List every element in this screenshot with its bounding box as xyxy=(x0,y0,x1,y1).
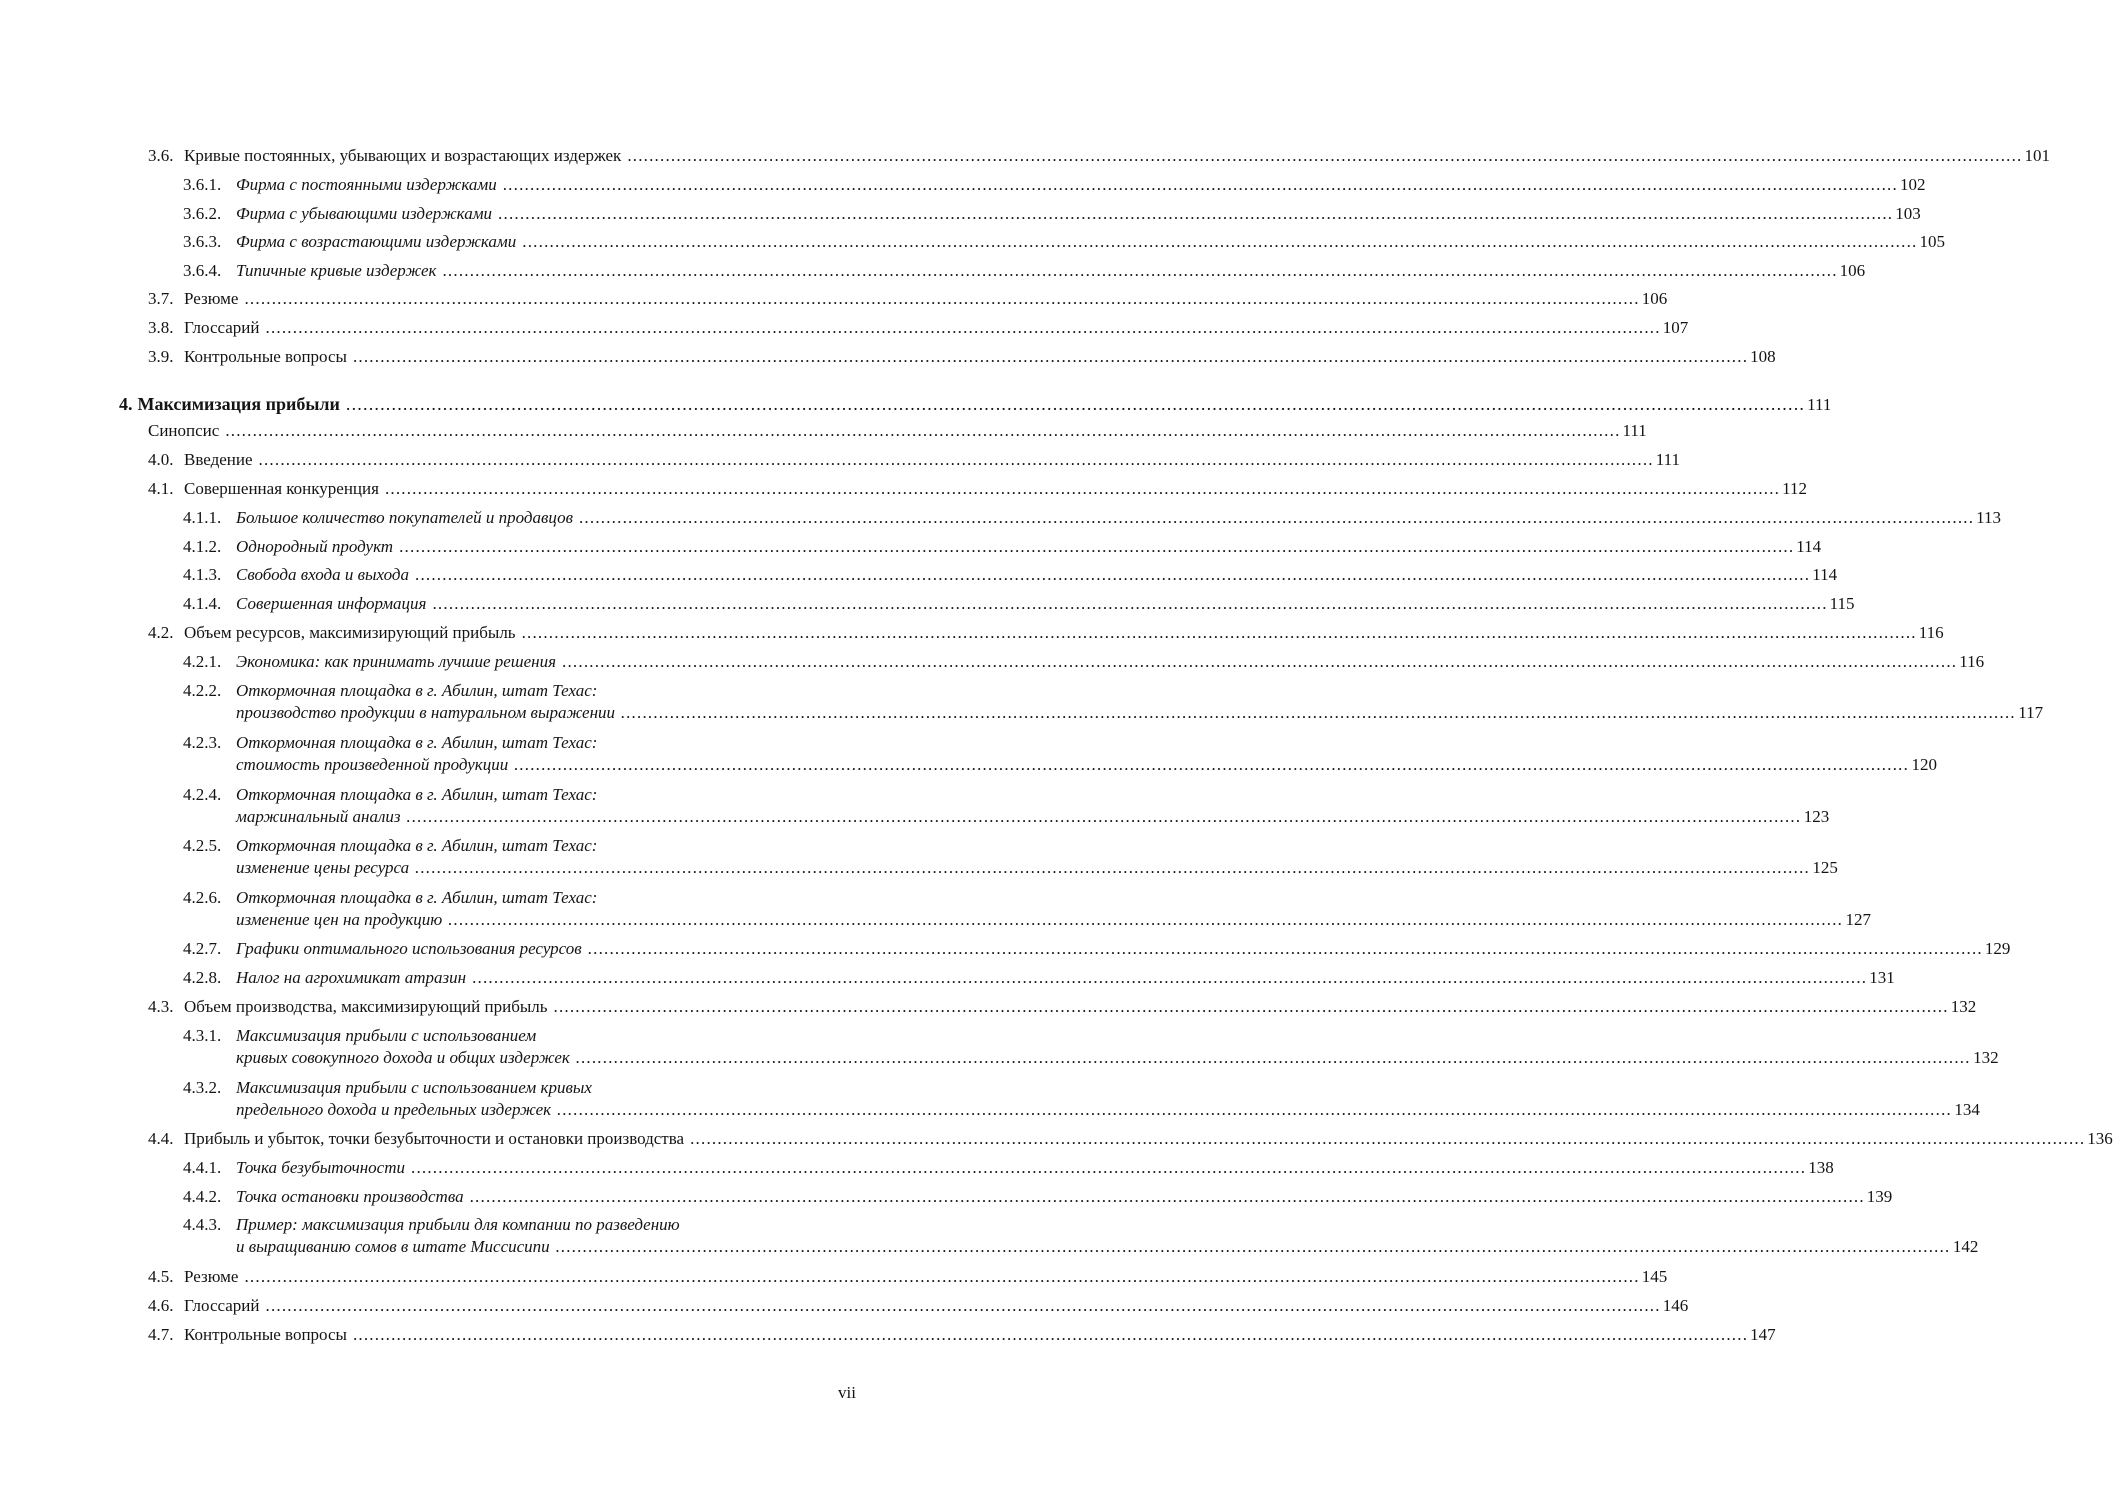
entry-page: 117 xyxy=(2018,703,2044,722)
entry-title: Объем производства, максимизирующий прибыль xyxy=(184,997,548,1016)
entry-page: 138 xyxy=(1808,1158,1834,1177)
toc-entry-3-6-1[interactable] xyxy=(183,174,1926,196)
entry-title: Кривые постоянных, убывающих и возрастающих издержек xyxy=(184,146,622,165)
toc-entry-4-6[interactable]: 4.6. Глоссарий ..... 146 xyxy=(148,1295,856,1317)
entry-page: 139 xyxy=(1866,1187,1893,1206)
entry-title-line2: и выращиванию сомов в штате Миссисипи xyxy=(236,1237,550,1256)
chapter-title: Максимизация прибыли xyxy=(137,394,340,414)
dot-leader xyxy=(588,938,1983,960)
entry-number: 4.4.3. xyxy=(183,1215,222,1234)
entry-page: 105 xyxy=(1919,232,1945,251)
entry-number: 4.1.4. xyxy=(183,594,222,613)
entry-page: 101 xyxy=(2024,146,2051,165)
entry-number: 3.6.2. xyxy=(183,204,222,223)
dot-leader xyxy=(225,420,1620,442)
entry-title: Совершенная информация xyxy=(236,594,427,613)
entry-page: 114 xyxy=(1796,537,1822,556)
page-number: vii xyxy=(838,1383,856,1402)
entry-title: Свобода входа и выхода xyxy=(236,565,409,584)
entry-title: Прибыль и убыток, точки безубыточности и остановки производства xyxy=(184,1129,685,1148)
dot-leader xyxy=(266,317,1661,339)
dot-leader xyxy=(353,1324,1748,1346)
entry-number: 4.1.2. xyxy=(183,537,222,556)
entry-number: 3.6.1. xyxy=(183,175,222,194)
entry-title: Экономика: как принимать лучшие решения xyxy=(236,652,557,671)
entry-number: 3.6.4. xyxy=(183,261,222,280)
entry-page: 127 xyxy=(1845,910,1871,929)
toc-entry-4-2-8[interactable] xyxy=(183,967,1895,989)
entry-page: 147 xyxy=(1750,1325,1776,1344)
entry-title-line1: Пример: максимизация прибыли для компании по разведению xyxy=(236,1215,680,1234)
dot-leader xyxy=(498,203,1893,225)
entry-title-line2: предельного дохода и предельных издержек xyxy=(236,1100,552,1119)
toc-entry-synopsis[interactable] xyxy=(148,420,1647,442)
toc-entry-4-2-3[interactable] xyxy=(183,732,1937,776)
toc-entry-4-2-6[interactable] xyxy=(183,887,1871,931)
entry-number: 4.2.2. xyxy=(183,681,222,700)
toc-entry-3-6[interactable]: 3.6. Кривые постоянных, убывающих и возрастающих издержек ..... 101 xyxy=(148,145,856,167)
dot-leader xyxy=(562,651,1957,673)
toc-entry-3-6-3[interactable] xyxy=(183,231,1945,253)
dot-leader xyxy=(514,754,1909,776)
dot-leader xyxy=(385,478,1780,500)
dot-leader xyxy=(470,1186,1865,1208)
entry-title-line1: Откормочная площадка в г. Абилин, штат Техас: xyxy=(236,785,598,804)
entry-page: 107 xyxy=(1662,318,1689,337)
dot-leader xyxy=(472,967,1867,989)
entry-title: Точка безубыточности xyxy=(236,1158,405,1177)
entry-title: Совершенная конкуренция xyxy=(184,479,379,498)
entry-page: 115 xyxy=(1829,594,1855,613)
entry-title-line1: Максимизация прибыли с использованием xyxy=(236,1026,537,1045)
entry-number: 4.4.2. xyxy=(183,1187,222,1206)
toc-entry-4-4-2[interactable] xyxy=(183,1186,1893,1208)
entry-title: Синопсис xyxy=(148,421,220,440)
dot-leader xyxy=(690,1128,2085,1150)
dot-leader xyxy=(432,593,1827,615)
entry-page: 116 xyxy=(1959,652,1985,671)
entry-title: Контрольные вопросы xyxy=(184,347,347,366)
dot-leader xyxy=(522,231,1917,253)
dot-leader xyxy=(576,1047,1971,1069)
entry-page: 129 xyxy=(1984,939,2011,958)
entry-page: 102 xyxy=(1899,175,1926,194)
chapter-number: 4. xyxy=(119,394,133,414)
entry-number: 4.4.1. xyxy=(183,1158,222,1177)
toc-entry-3-6-4[interactable] xyxy=(183,260,1866,282)
entry-title-line1: Откормочная площадка в г. Абилин, штат Техас: xyxy=(236,681,598,700)
dot-leader xyxy=(353,346,1748,368)
dot-leader xyxy=(557,1099,1952,1121)
dot-leader xyxy=(522,622,1917,644)
toc-entry-4-1-3[interactable] xyxy=(183,564,1838,586)
entry-title-line2: стоимость произведенной продукции xyxy=(236,755,509,774)
entry-title: Глоссарий xyxy=(184,318,260,337)
toc-entry-4-2-5[interactable] xyxy=(183,835,1838,879)
entry-title: Графики оптимального использования ресурсов xyxy=(236,939,582,958)
dot-leader xyxy=(259,449,1654,471)
toc-entry-4-2-2[interactable] xyxy=(183,680,2044,724)
entry-page: 111 xyxy=(1807,395,1832,414)
entry-number: 4.3.2. xyxy=(183,1078,222,1097)
toc-chapter-4[interactable] xyxy=(119,393,1832,416)
entry-page: 134 xyxy=(1954,1100,1980,1119)
dot-leader xyxy=(244,1266,1639,1288)
entry-title: Фирма с возрастающими издержками xyxy=(236,232,517,251)
toc-entry-4-4-3[interactable] xyxy=(183,1214,1979,1258)
entry-number: 3.6.3. xyxy=(183,232,222,251)
toc-entry-4-3[interactable]: 4.3. Объем производства, максимизирующий прибыль ..... 132 xyxy=(148,996,856,1018)
entry-title-line1: Максимизация прибыли с использованием кривых xyxy=(236,1078,592,1097)
entry-number: 4.2.8. xyxy=(183,968,222,987)
dot-leader xyxy=(579,507,1974,529)
dot-leader xyxy=(554,996,1949,1018)
entry-title: Фирма с постоянными издержками xyxy=(236,175,497,194)
entry-title-line2: маржинальный анализ xyxy=(236,807,401,826)
dot-leader xyxy=(266,1295,1661,1317)
entry-title: Типичные кривые издержек xyxy=(236,261,437,280)
dot-leader xyxy=(627,145,2022,167)
toc-entry-4-5[interactable]: 4.5. Резюме ..... 145 xyxy=(148,1266,856,1288)
toc-entry-3-6-2[interactable] xyxy=(183,203,1921,225)
entry-number: 4.2.6. xyxy=(183,888,222,907)
entry-title: Точка остановки производства xyxy=(236,1187,464,1206)
entry-number: 4.3.1. xyxy=(183,1026,222,1045)
entry-title-line1: Откормочная площадка в г. Абилин, штат Техас: xyxy=(236,733,598,752)
entry-title-line1: Откормочная площадка в г. Абилин, штат Техас: xyxy=(236,888,598,907)
toc-entry-4-2-4[interactable] xyxy=(183,784,1830,828)
entry-page: 125 xyxy=(1812,858,1838,877)
entry-number: 4.2.5. xyxy=(183,836,222,855)
dot-leader xyxy=(411,1157,1806,1179)
toc-entry-4-1[interactable]: 4.1. Совершенная конкуренция ..... 112 xyxy=(148,478,856,500)
entry-title: Объем ресурсов, максимизирующий прибыль xyxy=(184,623,516,642)
entry-title-line2: изменение цен на продукцию xyxy=(236,910,443,929)
entry-page: 106 xyxy=(1839,261,1866,280)
entry-page: 132 xyxy=(1973,1048,1999,1067)
toc-entry-3-8[interactable]: 3.8. Глоссарий ..... 107 xyxy=(148,317,856,339)
dot-leader xyxy=(399,536,1794,558)
entry-title: Введение xyxy=(184,450,253,469)
entry-page: 120 xyxy=(1911,755,1937,774)
toc-entry-4-1-1[interactable] xyxy=(183,507,2002,529)
toc-entry-4-2-7[interactable] xyxy=(183,938,2011,960)
toc-entry-4-3-2[interactable] xyxy=(183,1077,1980,1121)
toc-entry-4-2-1[interactable] xyxy=(183,651,1985,673)
entry-title: Большое количество покупателей и продавцов xyxy=(236,508,573,527)
dot-leader xyxy=(503,174,1898,196)
entry-page: 112 xyxy=(1782,479,1808,498)
entry-page: 145 xyxy=(1641,1267,1668,1286)
entry-page: 113 xyxy=(1976,508,2002,527)
dot-leader xyxy=(407,806,1802,828)
entry-title: Контрольные вопросы xyxy=(184,1325,347,1344)
toc-entry-4-1-2[interactable] xyxy=(183,536,1822,558)
entry-page: 146 xyxy=(1662,1296,1689,1315)
toc-entry-3-7[interactable]: 3.7. Резюме ..... 106 xyxy=(148,288,856,310)
entry-page: 103 xyxy=(1895,204,1921,223)
entry-number: 4.2.4. xyxy=(183,785,222,804)
entry-title: Резюме xyxy=(184,289,239,308)
toc-entry-4-7[interactable]: 4.7. Контрольные вопросы ..... 147 xyxy=(148,1324,856,1346)
toc-entry-4-4-1[interactable] xyxy=(183,1157,1834,1179)
entry-number: 4.2.3. xyxy=(183,733,222,752)
entry-page: 123 xyxy=(1803,807,1830,826)
entry-page: 106 xyxy=(1641,289,1668,308)
entry-title: Налог на агрохимикат атразин xyxy=(236,968,467,987)
dot-leader xyxy=(244,288,1639,310)
toc-entry-4-2[interactable]: 4.2. Объем ресурсов, максимизирующий прибыль ..... 116 xyxy=(148,622,856,644)
entry-title-line2: кривых совокупного дохода и общих издержек xyxy=(236,1048,570,1067)
dot-leader xyxy=(415,564,1810,586)
entry-page: 108 xyxy=(1750,347,1776,366)
entry-page: 114 xyxy=(1812,565,1838,584)
entry-title: Однородный продукт xyxy=(236,537,394,556)
entry-page: 111 xyxy=(1622,421,1647,440)
entry-page: 132 xyxy=(1950,997,1977,1016)
entry-number: 4.2.1. xyxy=(183,652,222,671)
entry-title-line2: производство продукции в натуральном выражении xyxy=(236,703,616,722)
entry-page: 116 xyxy=(1918,623,1944,642)
toc-entry-3-9[interactable]: 3.9. Контрольные вопросы ..... 108 xyxy=(148,346,856,368)
entry-number: 4.1.3. xyxy=(183,565,222,584)
dot-leader xyxy=(448,909,1843,931)
toc-entry-4-3-1[interactable] xyxy=(183,1025,1999,1069)
dot-leader xyxy=(442,260,1837,282)
entry-title-line2: изменение цены ресурса xyxy=(236,858,410,877)
dot-leader xyxy=(415,857,1810,879)
toc-entry-4-4[interactable]: 4.4. Прибыль и убыток, точки безубыточности и остановки производства ..... 136 xyxy=(148,1128,856,1150)
entry-title: Фирма с убывающими издержками xyxy=(236,204,493,223)
entry-title-line1: Откормочная площадка в г. Абилин, штат Техас: xyxy=(236,836,598,855)
entry-page: 142 xyxy=(1952,1237,1979,1256)
entry-title: Резюме xyxy=(184,1267,239,1286)
entry-page: 111 xyxy=(1655,450,1680,469)
entry-page: 131 xyxy=(1869,968,1895,987)
toc-entry-4-1-4[interactable] xyxy=(183,593,1855,615)
dot-leader xyxy=(556,1236,1951,1258)
entry-page: 136 xyxy=(2087,1129,2113,1148)
toc-entry-4-0[interactable]: 4.0. Введение ..... 111 xyxy=(148,449,856,471)
entry-number: 4.2.7. xyxy=(183,939,222,958)
entry-title: Глоссарий xyxy=(184,1296,260,1315)
entry-number: 4.1.1. xyxy=(183,508,222,527)
dot-leader xyxy=(346,393,1805,415)
dot-leader xyxy=(621,702,2016,724)
